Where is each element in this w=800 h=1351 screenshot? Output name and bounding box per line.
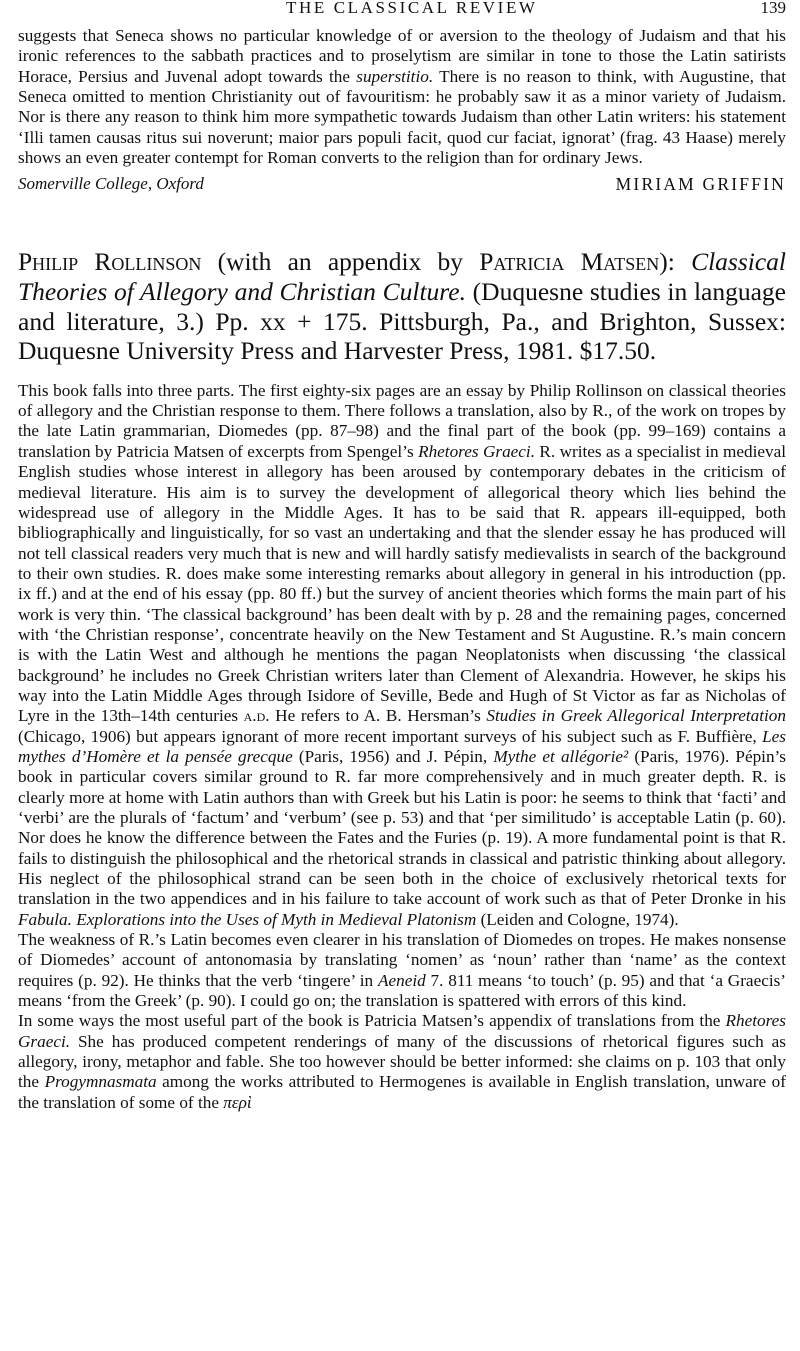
text-run: Studies in Greek Allegorical Interpretation — [486, 706, 786, 726]
text-run: (Chicago, 1906) but appears ignorant of more recent important surveys of his subject such as F. Buffière, — [18, 726, 763, 746]
reviewer-name: MIRIAM GRIFFIN — [615, 174, 786, 195]
text-run: a.d. — [243, 706, 270, 726]
book-title: Classical Theories of Allegory and Christian Culture. — [18, 247, 786, 306]
review-paragraph-2 — [18, 930, 786, 1011]
previous-review-italic: superstitio. — [356, 66, 434, 86]
journal-page — [18, 0, 786, 1113]
text-run: R. writes as a specialist in medieval English studies whose interest in allegory has been aroused by contemporary debates in the criticism of medieval literature. His aim is to survey the development of allegorical theory which lies behind the widespread use of allegory in the Middle Ages. It has to be said that R. appears ill-equipped, both bibliographically and linguistically, for so vast an undertaking and that the slender essay he has produced will not tell classical readers very much that is new and will hardly satisfy medievalists in search of the background to their own studies. R. does make some interesting remarks about allegory in general in his introduction (pp. ix ff.) and at the end of his essay (pp. 80 ff.) but the survey of ancient theories which forms the main part of his work is very thin. ‘The classical background’ has been dealt with by p. 28 and the remaining pages, concerned with ‘the Christian response’, concentrate heavily on the New Testament and St Augustine. R.’s main concern is with the Latin West and although he mentions the pagan Neoplatonists when discussing ‘the classical background’ he includes no Greek Christian writers later than Clement of Alexandria. However, he skips his way into the Latin Middle Ages through Isidore of Seville, Bede and Hugh of St Victor as far as Nicholas of Lyre in the 13th–14th centuries — [18, 441, 787, 726]
reviewer-affiliation: Somerville College, Oxford — [18, 174, 204, 194]
previous-review-text-b: There is no reason to think, with Augustine, that Seneca omitted to mention Christianity out of favouritism: he probably saw it as a minor variety of Judaism. Nor is there any reason to think him more sympathetic towards Judaism than other Latin writers: his statement ‘Illi tamen causas ritus sui noverunt; maior pars populi facit, quod cur faciat, ignorat’ (frag. 43 Haase) merely shows an even greater contempt for Roman converts to the religion than for ordinary Jews. — [18, 66, 786, 168]
text-run: Rhetores Graeci. — [18, 1011, 786, 1051]
text-run: περὶ — [223, 1092, 252, 1112]
previous-review-text-a: suggests that Seneca shows no particular knowledge of or aversion to the theology of Judaism and that his ironic references to the sabbath practices and to proselytism are similar in tone to those the Latin satirists Horace, Persius and Juvenal adopt towards the — [18, 26, 786, 86]
text-run: She has produced competent renderings of many of the discussions of rhetorical figures such as allegory, irony, metaphor and fable. She too however should be better informed: she claims on p. 103 that only the — [18, 1031, 786, 1092]
text-run: Les mythes d’Homère et la pensée grecque — [18, 726, 786, 766]
review-paragraph-1 — [18, 381, 786, 930]
text-run: Aeneid — [377, 970, 426, 990]
text-run: Fabula. Explorations into the Uses of Myth in Medieval Platonism — [18, 909, 477, 929]
page-number: 139 — [760, 0, 786, 17]
appendix-author: Patricia Matsen — [479, 247, 660, 277]
text-run: Rhetores Graeci. — [418, 441, 535, 461]
running-head — [18, 0, 786, 22]
review-body — [18, 381, 786, 1113]
text-run: The weakness of R.’s Latin becomes even clearer in his translation of Diomedes on tropes. He makes nonsense of Diomedes’ account of antonomasia by translating ‘nomen’ as ‘noun’ rather than ‘name’ as the context requires (p. 92). He thinks that the verb ‘tingere’ in — [18, 930, 786, 990]
previous-review-signoff — [18, 174, 786, 195]
review-paragraph-3 — [18, 1011, 786, 1113]
text-run: (Paris, 1976). Pépin’s book in particular covers similar ground to R. far more comprehensively and in much greater depth. R. is clearly more at home with Latin authors than with Greek but his Latin is poor: he seems to think that ‘facti’ and ‘verbi’ are the plurals of ‘factum’ and ‘verbum’ (see p. 53) and that ‘per similitudo’ is acceptable Latin (p. 60). Nor does he know the difference between the Fates and the Furies (p. 19). A more fundamental point is that R. fails to distinguish the philosophical and the rhetorical strands in classical and patristic thinking about allegory. His neglect of the philosophical strand can be seen both in the choice of exclusively rhetorical texts for translation in the two appendices and in his failure to take account of work such as that of Peter Dronke in his — [18, 746, 786, 909]
text-run: (Paris, 1956) and J. Pépin, — [292, 746, 494, 766]
book-author: Philip Rollinson — [18, 247, 202, 277]
text-run: (Leiden and Cologne, 1974). — [476, 909, 679, 929]
text-run: Mythe et allégorie² — [493, 746, 629, 766]
text-run: In some ways the most useful part of the book is Patricia Matsen’s appendix of translations from the — [18, 1011, 726, 1031]
book-details: (Duquesne studies in language and literature, 3.) Pp. xx + 175. Pittsburgh, Pa., and Brighton, Sussex: Duquesne University Press and Harvester Press, 1981. $17.50. — [18, 277, 786, 366]
text-run: He refers to A. B. Hersman’s — [269, 706, 487, 726]
previous-review-conclusion — [18, 26, 786, 168]
review-heading — [18, 247, 786, 365]
running-title: THE CLASSICAL REVIEW — [286, 0, 538, 17]
text-run: among the works attributed to Hermogenes is available in English translation, unware of the translation of some of the — [18, 1072, 787, 1112]
appendix-prefix: (with an appendix by — [201, 247, 480, 277]
text-run: 7. 811 means ‘to touch’ (p. 95) and that ‘a Graecis’ means ‘from the Greek’ (p. 90). I could go on; the translation is spattered with errors of this kind. — [18, 970, 787, 1011]
appendix-suffix: ): — [659, 247, 692, 277]
text-run: Progymnasmata — [44, 1072, 157, 1092]
text-run: This book falls into three parts. The first eighty-six pages are an essay by Philip Rollinson on classical theories of allegory and the Christian response to them. There follows a translation, also by R., of the work on tropes by the late Latin grammarian, Diomedes (pp. 87–98) and the final part of the book (pp. 99–169) contains a translation by Patricia Matsen of excerpts from Spengel’s — [18, 380, 786, 461]
